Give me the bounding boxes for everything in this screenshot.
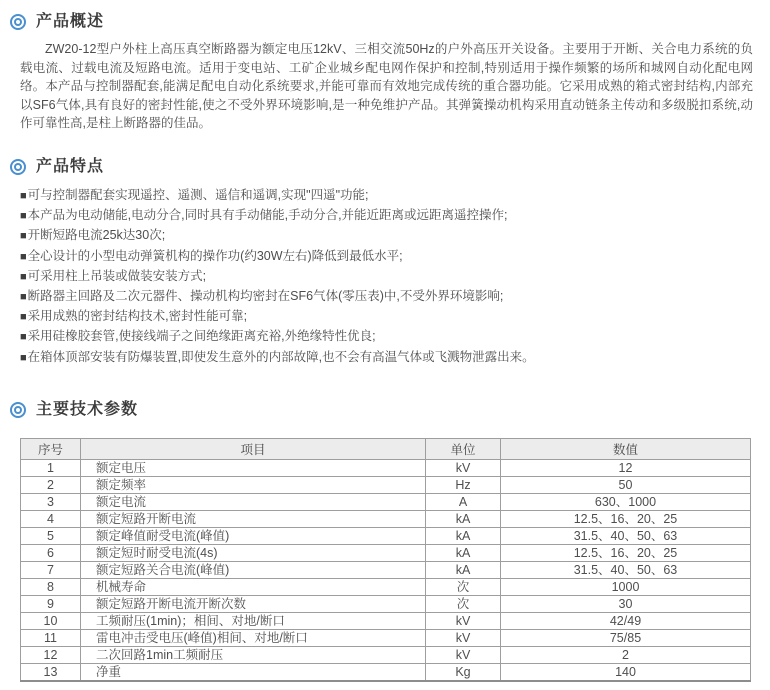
square-bullet-icon: ■: [20, 311, 27, 324]
cell-no: 10: [21, 612, 81, 629]
cell-value: 31.5、40、50、63: [501, 527, 751, 544]
cell-value: 50: [501, 476, 751, 493]
header-value: 数值: [501, 438, 751, 459]
feature-item: [20, 226, 757, 246]
cell-value: 42/49: [501, 612, 751, 629]
section-features: [10, 157, 757, 368]
cell-unit: kV: [426, 612, 501, 629]
feature-text: 开断短路电流25k达30次;: [27, 228, 166, 243]
cell-unit: 次: [426, 595, 501, 612]
feature-text: 采用硅橡胶套管,使接线端子之间绝缘距离充裕,外绝缘特性优良;: [27, 329, 376, 344]
cell-item: 净重: [81, 663, 426, 681]
header-item: 项目: [81, 438, 426, 459]
table-row: [21, 595, 751, 612]
table-row: [21, 493, 751, 510]
square-bullet-icon: ■: [20, 210, 27, 223]
cell-no: 4: [21, 510, 81, 527]
double-circle-icon: [10, 402, 26, 418]
cell-unit: 次: [426, 578, 501, 595]
cell-no: 5: [21, 527, 81, 544]
table-header-row: [21, 438, 751, 459]
square-bullet-icon: ■: [20, 331, 27, 344]
cell-no: 8: [21, 578, 81, 595]
feature-item: [20, 287, 757, 307]
feature-text: 可采用柱上吊装或做装安装方式;: [27, 268, 207, 283]
cell-value: 630、1000: [501, 493, 751, 510]
section-overview-heading: [10, 12, 757, 32]
section-parameters-heading: [10, 400, 757, 420]
cell-unit: A: [426, 493, 501, 510]
double-circle-icon-inner: [14, 163, 22, 171]
cell-value: 2: [501, 646, 751, 663]
overview-paragraph: ZW20-12型户外柱上高压真空断路器为额定电压12kV、三相交流50Hz的户外高压开关设备。主要用于开断、关合电力系统的负载电流、过载电流及短路电流。适用于变电站、工矿企业城乡配电网作保护和控制,特别适用于操作频繁的场所和城网自动化配电网络。本产品与控制器配套,能满足配电自动化系统要求,并能可靠而有效地完成传统的重合器功能。它采用成熟的箱式密封结构,内部充以SF6气体,具有良好的密封性能,使之不受外界环境影响,是一种免维护产品。其弹簧操动机构采用直动链条主传动和多级脱扣系统,动作可靠性高,是柱上断路器的佳品。: [20, 42, 753, 131]
double-circle-icon: [10, 159, 26, 175]
cell-value: 1000: [501, 578, 751, 595]
table-row: [21, 561, 751, 578]
section-features-heading: [10, 157, 757, 177]
feature-text: 可与控制器配套实现遥控、遥测、遥信和遥调,实现"四遥"功能;: [27, 187, 369, 202]
cell-no: 6: [21, 544, 81, 561]
cell-value: 30: [501, 595, 751, 612]
cell-value: 75/85: [501, 629, 751, 646]
feature-text: 采用成熟的密封结构技术,密封性能可靠;: [27, 309, 248, 324]
section-parameters: [10, 400, 757, 682]
section-title-features: 产品特点: [36, 157, 105, 175]
cell-unit: Hz: [426, 476, 501, 493]
cell-unit: kV: [426, 629, 501, 646]
cell-item: 额定短路开断电流: [81, 510, 426, 527]
table-row: [21, 527, 751, 544]
cell-value: 12.5、16、20、25: [501, 510, 751, 527]
cell-unit: kV: [426, 459, 501, 476]
cell-unit: kA: [426, 510, 501, 527]
square-bullet-icon: ■: [20, 290, 27, 303]
feature-text: 全心设计的小型电动弹簧机构的操作功(约30W左右)降低到最低水平;: [27, 248, 403, 263]
table-row: [21, 612, 751, 629]
cell-no: 7: [21, 561, 81, 578]
table-row: [21, 476, 751, 493]
table-row: [21, 578, 751, 595]
cell-item: 额定频率: [81, 476, 426, 493]
header-unit: 单位: [426, 438, 501, 459]
cell-value: 12.5、16、20、25: [501, 544, 751, 561]
feature-item: [20, 348, 757, 368]
cell-unit: kA: [426, 561, 501, 578]
table-row: [21, 629, 751, 646]
feature-item: [20, 247, 757, 267]
cell-value: 12: [501, 459, 751, 476]
double-circle-icon-inner: [14, 18, 22, 26]
cell-item: 额定电流: [81, 493, 426, 510]
cell-item: 雷电冲击受电压(峰值)相间、对地/断口: [81, 629, 426, 646]
feature-item: [20, 327, 757, 347]
feature-item: [20, 206, 757, 226]
double-circle-icon-inner: [14, 406, 22, 414]
cell-no: 1: [21, 459, 81, 476]
cell-item: 额定短路开断电流开断次数: [81, 595, 426, 612]
cell-no: 13: [21, 663, 81, 681]
cell-item: 额定短时耐受电流(4s): [81, 544, 426, 561]
table-row: [21, 663, 751, 681]
square-bullet-icon: ■: [20, 351, 27, 364]
cell-unit: kA: [426, 527, 501, 544]
table-row: [21, 459, 751, 476]
cell-item: 二次回路1min工频耐压: [81, 646, 426, 663]
header-no: 序号: [21, 438, 81, 459]
parameters-table: [20, 438, 751, 682]
feature-item: [20, 307, 757, 327]
feature-text: 本产品为电动储能,电动分合,同时具有手动储能,手动分合,并能近距离或远距离遥控操作;: [27, 208, 508, 223]
features-list: [10, 186, 757, 368]
table-row: [21, 544, 751, 561]
cell-item: 额定峰值耐受电流(峰值): [81, 527, 426, 544]
cell-no: 3: [21, 493, 81, 510]
cell-unit: Kg: [426, 663, 501, 681]
cell-item: 额定电压: [81, 459, 426, 476]
cell-unit: kA: [426, 544, 501, 561]
cell-value: 31.5、40、50、63: [501, 561, 751, 578]
cell-item: 工频耐压(1min)；相间、对地/断口: [81, 612, 426, 629]
section-title-overview: 产品概述: [36, 13, 105, 30]
feature-item: [20, 267, 757, 287]
cell-unit: kV: [426, 646, 501, 663]
cell-no: 2: [21, 476, 81, 493]
feature-item: [20, 186, 757, 206]
cell-no: 11: [21, 629, 81, 646]
double-circle-icon: [10, 14, 26, 30]
table-row: [21, 510, 751, 527]
table-row: [21, 646, 751, 663]
cell-item: 机械寿命: [81, 578, 426, 595]
cell-no: 9: [21, 595, 81, 612]
feature-text: 在箱体顶部安装有防爆装置,即使发生意外的内部故障,也不会有高温气体或飞溅物泄露出来。: [27, 349, 535, 364]
square-bullet-icon: ■: [20, 189, 27, 202]
section-title-parameters: 主要技术参数: [36, 400, 139, 418]
square-bullet-icon: ■: [20, 270, 27, 283]
cell-value: 140: [501, 663, 751, 681]
cell-item: 额定短路关合电流(峰值): [81, 561, 426, 578]
square-bullet-icon: ■: [20, 250, 27, 263]
cell-no: 12: [21, 646, 81, 663]
square-bullet-icon: ■: [20, 230, 27, 243]
section-overview: [10, 12, 757, 133]
feature-text: 断路器主回路及二次元器件、操动机构均密封在SF6气体(零压表)中,不受外界环境影响;: [27, 288, 504, 303]
